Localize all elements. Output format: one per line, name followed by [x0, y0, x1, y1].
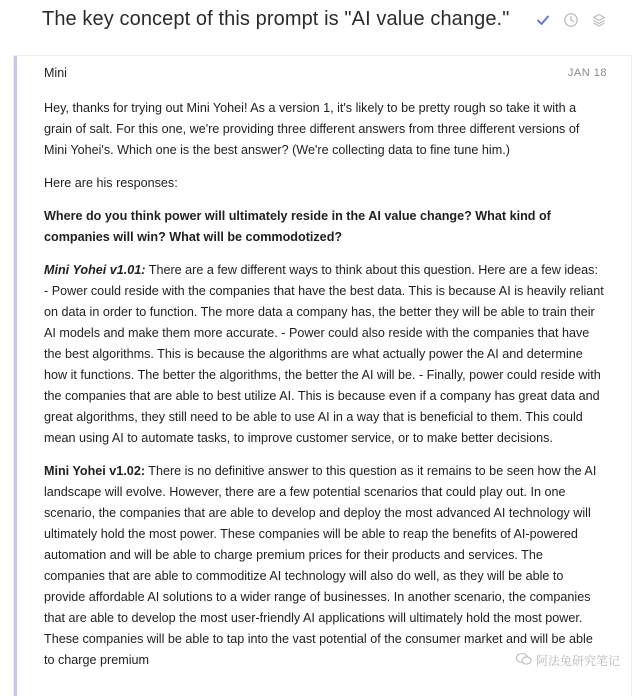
watermark — [513, 651, 623, 670]
answer-version-label: Mini Yohei v1.01: — [44, 263, 146, 277]
header-actions — [535, 12, 607, 28]
clock-icon[interactable] — [563, 12, 579, 28]
header — [0, 0, 641, 52]
responses-intro: Here are his responses: — [44, 176, 178, 190]
question-paragraph: Where do you think power will ultimately reside in the AI value change? What kind of companies will win? What will be commodotized? — [44, 209, 551, 244]
sender-name: Mini — [44, 66, 67, 80]
message-card — [14, 56, 631, 696]
answer-text: There are a few different ways to think about this question. Here are a few ideas: - Power could reside with the companies that have the best data. This is because AI is heavily reliant on data in order to function. The more data a company has, the better they will be able to train their AI models and make them more accurate. - Power could also reside with the companies that have the best algorithms. This is because the algorithms are what actually power the AI and determine how it functions. The better the algorithms, the better the AI will be. - Finally, power could reside with the companies that are able to best utilize AI. This is because even if a company has great data and great algorithms, they still need to be able to use AI in a way that is beneficial to them. This could mean using AI to automate tasks, to improve customer service, or to make better decisions. — [44, 263, 604, 445]
watermark-text: 阿法兔研究笔记 — [535, 654, 620, 668]
answer-version-label: Mini Yohei v1.02: — [44, 464, 146, 478]
layers-icon[interactable] — [591, 12, 607, 28]
check-icon[interactable] — [535, 12, 551, 28]
wechat-icon — [516, 652, 532, 669]
message-date: JAN 18 — [567, 67, 607, 79]
answer-paragraph — [44, 461, 604, 671]
page-title: The key concept of this prompt is "AI value change." — [42, 8, 510, 30]
answer-paragraph — [44, 260, 604, 449]
message-header — [44, 66, 607, 86]
intro-paragraph: Hey, thanks for trying out Mini Yohei! As a version 1, it's likely to be pretty rough so take it with a grain of salt. For this one, we're providing three different answers from three different versions of Mini Yohei's. Which one is the best answer? (We're collecting data to fine tune him.) — [44, 101, 580, 157]
answer-text: There is no definitive answer to this question as it remains to be seen how the AI landscape will evolve. However, there are a few potential scenarios that could play out. In one scenario, the companies that are able to develop and deploy the most advanced AI technology will ultimately hold the most power. These companies will be able to reap the benefits of AI-powered automation and will be able to charge premium prices for their products and services. The companies that are able to commoditize AI technology will also do well, as they will be able to provide affordable AI solutions to a wider range of businesses. In another scenario, the companies that are able to develop the most user-friendly AI applications will ultimately hold the most power. These companies will be able to tap into the vast potential of the consumer market and will be able to charge premium — [44, 464, 597, 667]
message-body — [44, 98, 604, 683]
